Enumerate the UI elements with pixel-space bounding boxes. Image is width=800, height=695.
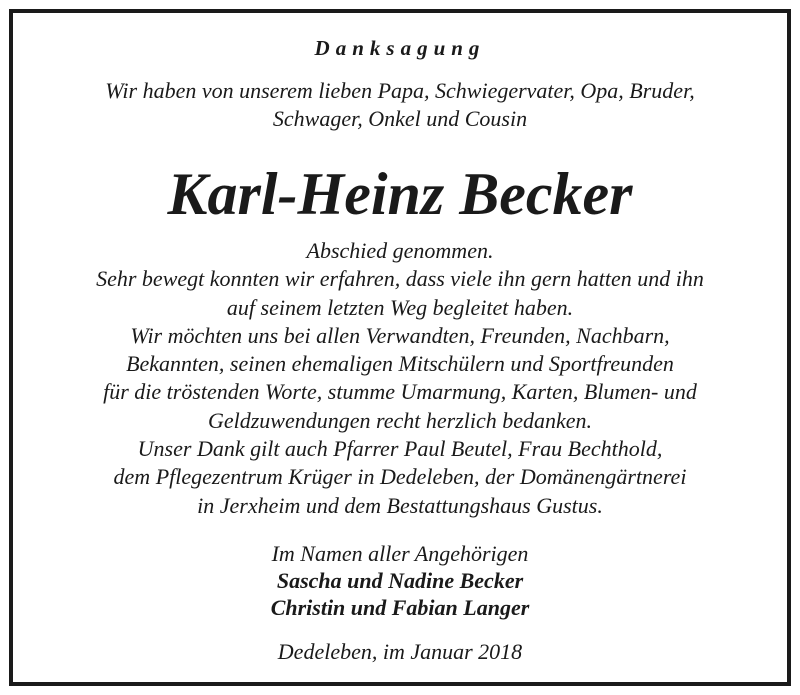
notice-frame: [9, 9, 791, 686]
signature-name: Christin und Fabian Langer: [270, 595, 530, 620]
body-line: Unser Dank gilt auch Pfarrer Paul Beutel, Frau Bechthold,: [137, 436, 663, 462]
place-date: Dedeleben, im Januar 2018: [277, 639, 523, 664]
body-text: [13, 237, 787, 520]
intro-text: [13, 77, 787, 133]
body-line: Bekannten, seinen ehemaligen Mitschülern und Sportfreunden: [126, 351, 674, 377]
notice-heading: Danksagung: [314, 36, 486, 60]
signature-block: [13, 540, 787, 621]
body-line: Geldzuwendungen recht herzlich bedanken.: [207, 407, 593, 433]
body-line: dem Pflegezentrum Krüger in Dedeleben, der Domänengärtnerei: [113, 464, 687, 490]
body-line: in Jerxheim und dem Bestattungshaus Gustus.: [197, 492, 603, 518]
signature-intro: Im Namen aller Angehörigen: [271, 541, 529, 566]
body-line: Sehr bewegt konnten wir erfahren, dass viele ihn gern hatten und ihn: [96, 266, 704, 292]
body-line: Wir möchten uns bei allen Verwandten, Freunden, Nachbarn,: [130, 322, 670, 348]
body-line: für die tröstenden Worte, stumme Umarmung, Karten, Blumen- und: [103, 379, 697, 405]
body-line: Abschied genommen.: [306, 238, 494, 263]
deceased-name: Karl-Heinz Becker: [167, 161, 633, 227]
intro-line: Schwager, Onkel und Cousin: [272, 106, 528, 131]
signature-name: Sascha und Nadine Becker: [276, 568, 524, 593]
body-line: auf seinem letzten Weg begleitet haben.: [226, 294, 574, 320]
intro-line: Wir haben von unserem lieben Papa, Schwiegervater, Opa, Bruder,: [105, 78, 695, 103]
